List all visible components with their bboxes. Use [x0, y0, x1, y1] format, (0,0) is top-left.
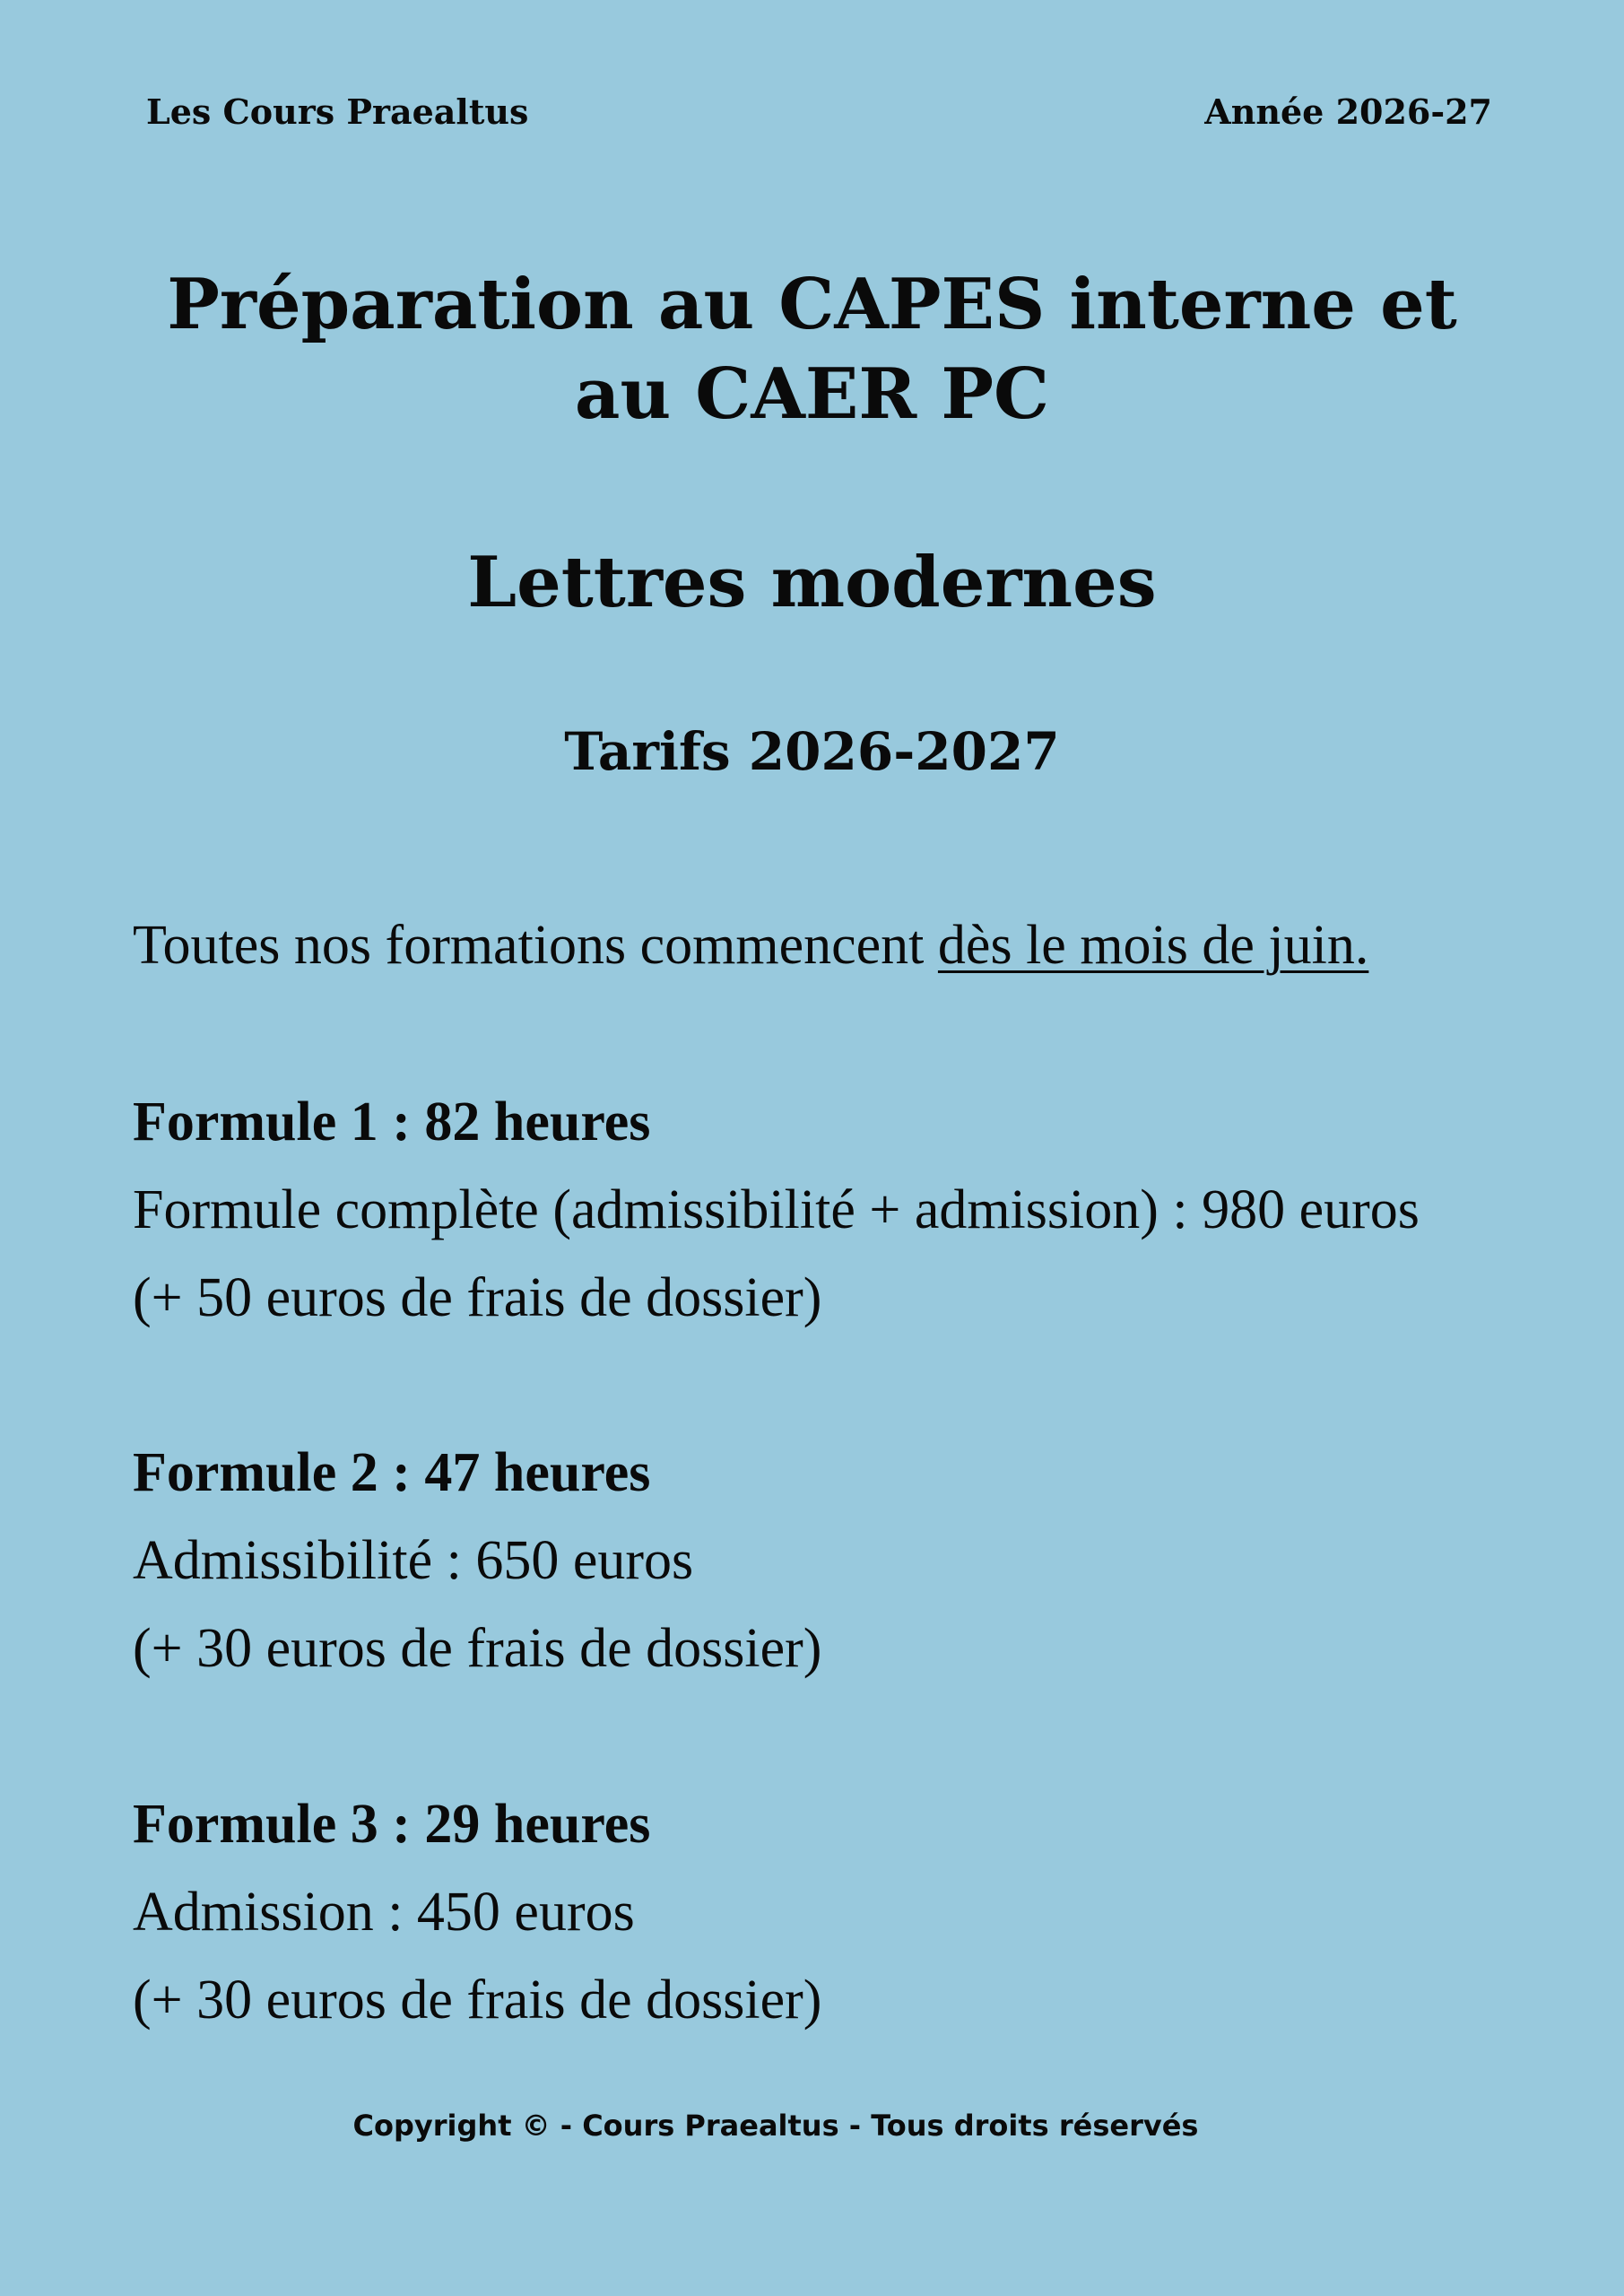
formule-block-3 [133, 1780, 1532, 2044]
formule-price-line: Admission : 450 euros [133, 1882, 635, 1943]
header-year: Année 2026-27 [1204, 91, 1492, 132]
formule-block-2 [133, 1429, 1532, 1692]
formule-title: Formule 2 : 47 heures [133, 1442, 651, 1503]
formule-price-line: Formule complète (admissibilité + admission) : 980 euros [133, 1179, 1420, 1240]
intro-paragraph [133, 913, 1368, 978]
formule-block-1 [133, 1078, 1532, 1342]
formule-fees-line: (+ 30 euros de frais de dossier) [133, 1618, 822, 1679]
intro-text: Toutes nos formations commencent [133, 915, 938, 976]
page-title [0, 260, 1624, 439]
formule-title: Formule 3 : 29 heures [133, 1794, 651, 1855]
formule-fees-line: (+ 30 euros de frais de dossier) [133, 1970, 822, 2031]
footer-copyright: Copyright © - Cours Praealtus - Tous droits réservés [352, 2109, 1199, 2143]
formule-fees-line: (+ 50 euros de frais de dossier) [133, 1267, 822, 1328]
formule-title: Formule 1 : 82 heures [133, 1091, 651, 1152]
tarifs-title: Tarifs 2026-2027 [564, 721, 1060, 782]
page-title-line-1: Préparation au CAPES interne et [167, 264, 1457, 345]
intro-underlined-text: dès le mois de juin. [937, 915, 1369, 976]
subject-title: Lettres modernes [467, 542, 1157, 623]
formule-price-line: Admissibilité : 650 euros [133, 1530, 694, 1591]
header-organization: Les Cours Praealtus [146, 91, 529, 132]
page-title-line-2: au CAER PC [574, 353, 1050, 435]
